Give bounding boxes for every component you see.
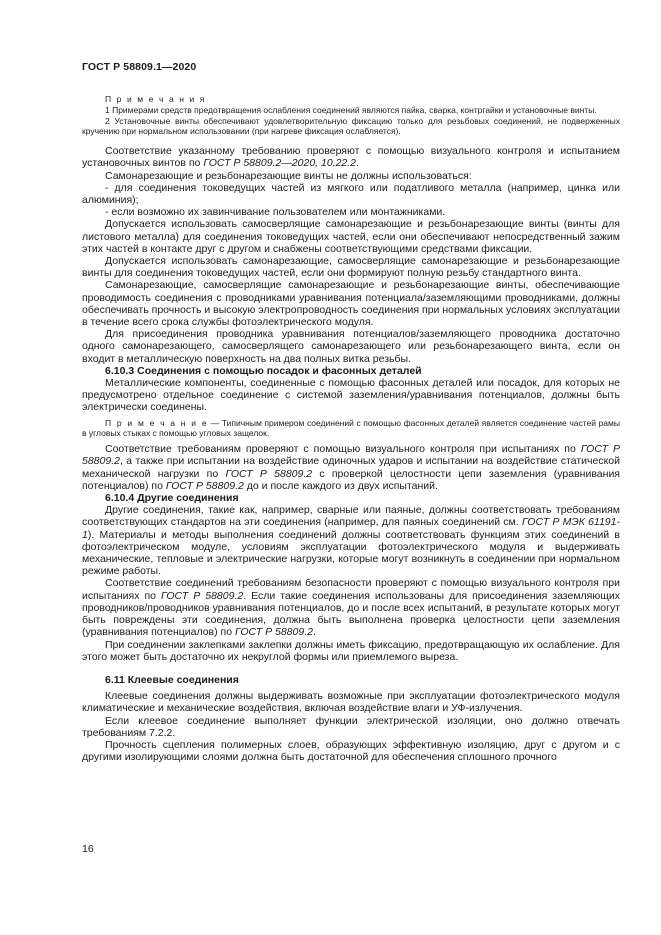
paragraph: Допускается использовать самонарезающие, самосверлящие самонарезающие и резьбонарезающие винты для соединения токоведущих частей, если они формируют полную резьбу стандартного винта. [82, 255, 620, 280]
paragraph: Соответствие требованиям проверяют с помощью визуального контроля при испытаниях по ГОСТ Р 58809.2, а также при испытании на воздействие одиночных ударов и испытании на воздействие статической механической нагрузки по ГОСТ Р 58809.2 с проверкой целостности цепи заземления (уравнивания потенциалов) по ГОСТ Р 58809.2 до и после каждого из двух испытаний. [82, 443, 620, 492]
paragraph: Прочность сцепления полимерных слоев, образующих эффективную изоляцию, друг с другом и с другими изолирующими слоями должна быть достаточной для обеспечения сплошного прочного [82, 738, 620, 764]
paragraph: Клеевые соединения должны выдерживать возможные при эксплуатации фотоэлектрического модуля климатические и механические воздействия, включая воздействие влаги и УФ-излучения. [82, 690, 620, 715]
list-item: - для соединения токоведущих частей из мягкого или податливого металла (например, цинка или алюминия); [82, 181, 620, 206]
paragraph: Другие соединения, такие как, например, сварные или паяные, должны соответствовать требованиям соответствующих стандартов на эти соединения (например, для паяных соединений см. ГОСТ Р МЭК 61191-1). Материалы и методы выполнения соединений должны соответствовать функциям этих соединений в фотоэлектрическом модуле, условиям эксплуатации фотоэлектрического модуля и выдерживать механические, тепловые и электрические нагрузки, которые могут возникнуть в соединении при нормальном режиме работы. [82, 504, 620, 578]
notes-title: П р и м е ч а н и я [105, 94, 207, 104]
standard-reference: ГОСТ Р 58809.2—2020, 10.22.2 [203, 157, 357, 170]
paragraph: Самонарезающие, самосверлящие самонарезающие и резьбонарезающие винты, обеспечивающие проводимость соединения с проводниками уравнивания потенциала/заземляющими проводниками, должны обеспечивать прочность и высокую электропроводность соединения при нормальных условиях эксплуатации в течение всего срока службы фотоэлектрического модуля. [82, 279, 620, 329]
paragraph: Соответствие соединений требованиям безопасности проверяют с помощью визуального контроля при испытаниях по ГОСТ Р 58809.2. Если такие соединения использованы для присоединения заземляющих проводников/проводников уравнивания потенциалов, до и после всех испытаний, в результате которых могут быть повреждены эти соединения, должна быть выполнена проверка целостности цепи заземления (уравнивания потенциалов) по ГОСТ Р 58809.2. [82, 577, 620, 639]
paragraph: Соответствие указанному требованию проверяют с помощью визуального контроля и испытанием установочных винтов по ГОСТ Р 58809.2—2020, 10.22.2. [82, 145, 620, 170]
document-body [82, 90, 620, 763]
paragraph: Самонарезающие и резьбонарезающие винты не должны использоваться: [105, 169, 472, 182]
section-heading-6-11: 6.11 Клеевые соединения [105, 673, 239, 686]
note-2: 2 Установочные винты обеспечивают удовлетворительную фиксацию только для резьбовых соединений, не подверженных кручению при нормальном использовании (при нагреве фиксация ослабляется). [82, 115, 620, 137]
document-header: ГОСТ Р 58809.1—2020 [82, 61, 197, 73]
paragraph: При соединении заклепками заклепки должны иметь фиксацию, предотвращающую их ослабление. Для этого может быть достаточно их некруглой формы или приемлемого выреза. [82, 638, 620, 663]
section-heading-6-10-4: 6.10.4 Другие соединения [105, 492, 239, 505]
paragraph: Если клеевое соединение выполняет функции электрической изоляции, оно должно отвечать требованиям 7.2.2. [82, 714, 620, 739]
paragraph: Для присоединения проводника уравнивания потенциалов/заземляющего проводника достаточно одного самонарезающего, самосверлящего самонарезающего или резьбонарезающего винта, если он входит в металлическую поверхность на два полных витка резьбы. [82, 328, 620, 365]
note: П р и м е ч а н и е — Типичным примером соединений с помощью фасонных деталей является соединение частей рамы в угловых стыках с помощью угловых защелок. [82, 417, 620, 439]
paragraph: Металлические компоненты, соединенные с помощью фасонных деталей или посадок, для которых не предусмотрено отдельное соединение с системой заземления/уравнивания потенциалов, должны быть электрически соединены. [82, 377, 620, 414]
note-1: 1 Примерами средств предотвращения ослабления соединений являются пайка, сварка, контргайки и установочные винты. [105, 104, 597, 115]
page-number: 16 [82, 843, 94, 855]
section-heading-6-10-3: 6.10.3 Соединения с помощью посадок и фасонных деталей [105, 364, 422, 377]
list-item: - если возможно их завинчивание пользователем или монтажниками. [105, 206, 446, 219]
paragraph: Допускается использовать самосверлящие самонарезающие и резьбонарезающие винты (винты для листового металла) для соединения токоведущих частей, если они обеспечивают непосредственный зажим этих частей в контакте друг с другом и снабжены соответствующими средствами фиксации. [82, 218, 620, 255]
